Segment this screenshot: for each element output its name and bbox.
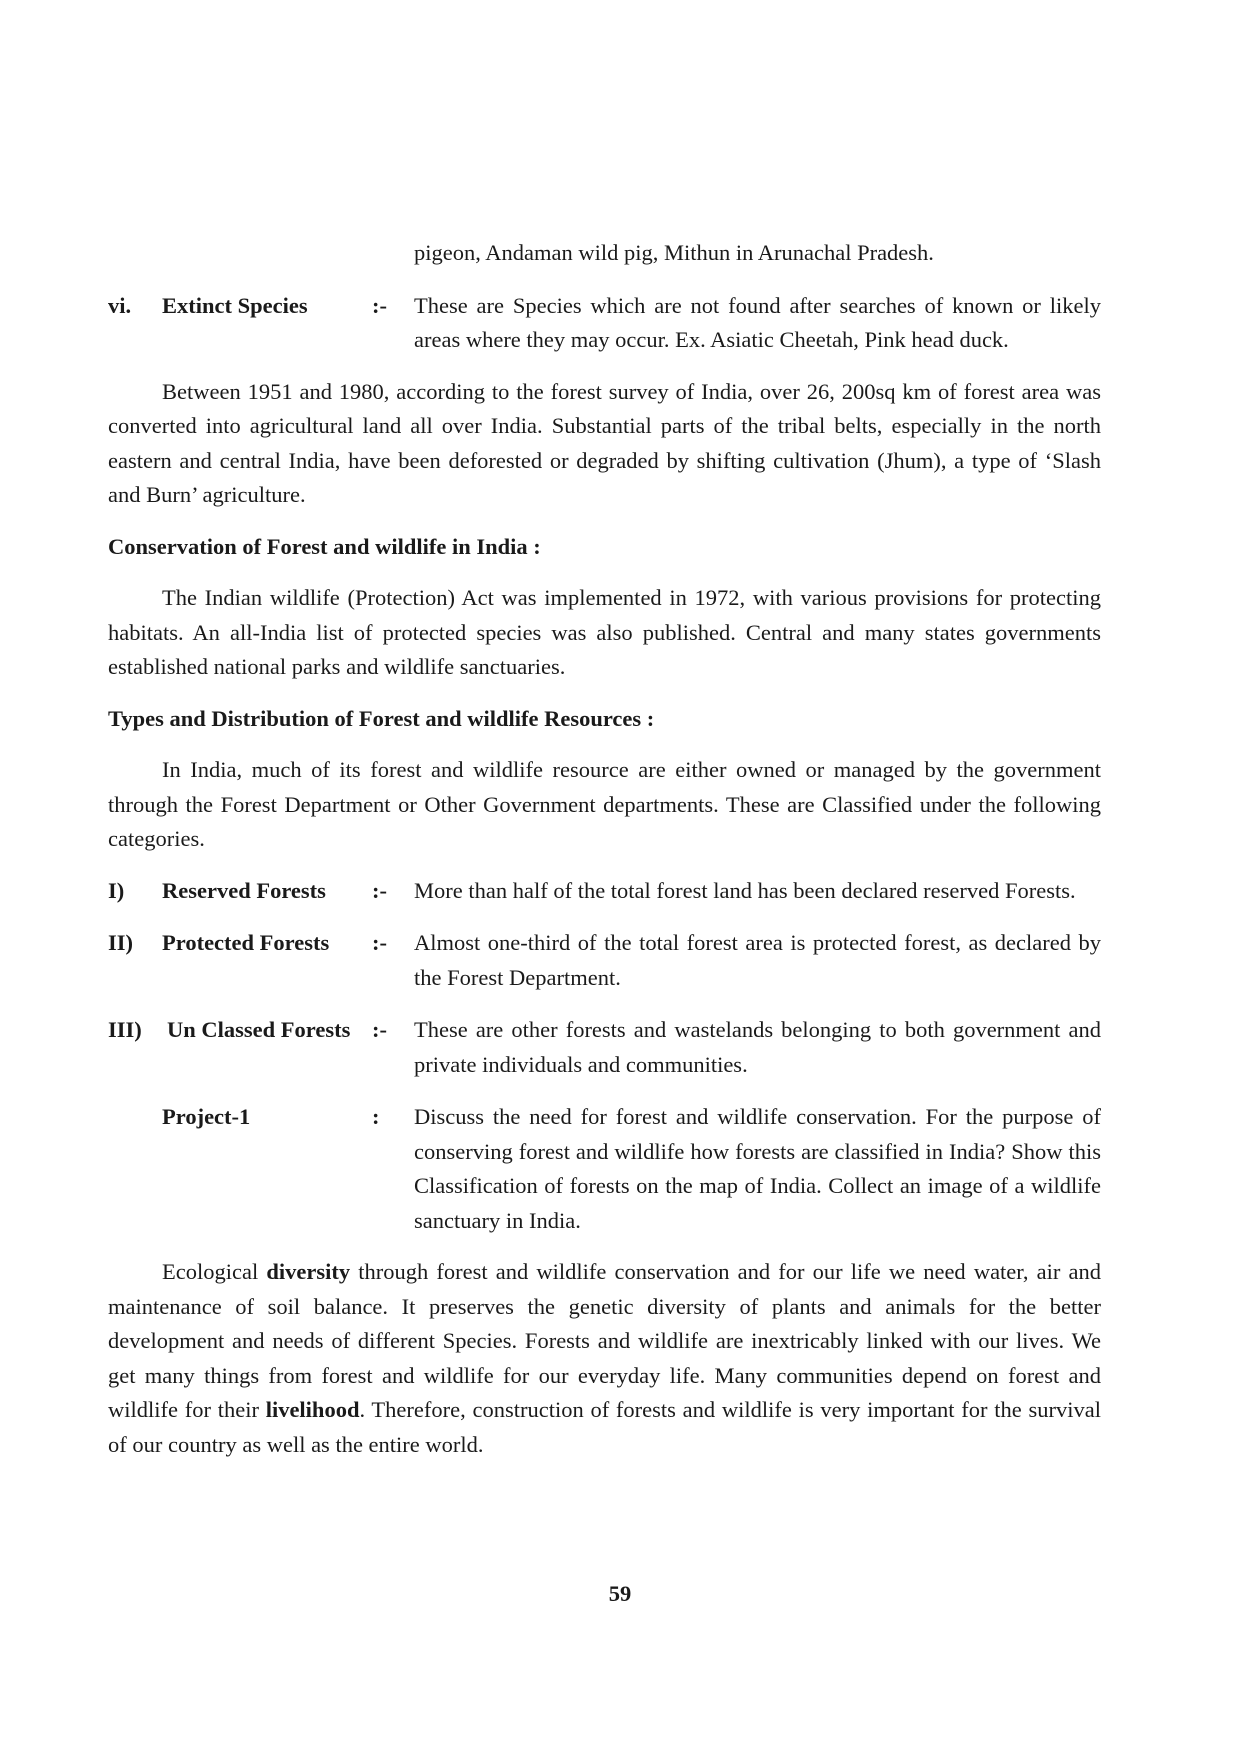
item-separator: :- — [372, 1017, 387, 1042]
item-number: I) — [108, 877, 125, 903]
item-term: Protected Forests — [162, 930, 330, 955]
bold-term-diversity: diversity — [266, 1259, 351, 1284]
item-description: Almost one-third of the total forest area is protected forest, as declared by the Forest Department. — [414, 930, 1101, 990]
text-run: . Therefore, construction of forests and wildlife is very important for the survival of our country as well as the entire world. — [108, 1397, 1101, 1457]
item-term: Reserved Forests — [162, 877, 326, 903]
paragraph-deforestation: Between 1951 and 1980, according to the forest survey of India, over 26, 200sq km of forest area was converted into agricultural land all over India. Substantial parts of the tribal belts, especially in the north eastern and central India, have been deforested or degraded by shifting cultivation (Jhum), a type of ‘Slash and Burn’ agriculture. — [108, 378, 1101, 507]
item-term: Project-1 — [162, 1104, 251, 1129]
item-term: Un Classed Forests — [167, 1017, 351, 1042]
paragraph-ecological-diversity — [108, 1255, 1101, 1462]
category-unclassed-forests — [108, 1013, 1101, 1082]
item-description: These are Species which are not found after searches of known or likely areas where they may occur. Ex. Asiatic Cheetah, Pink head duck. — [414, 292, 1101, 352]
item-separator: :- — [372, 877, 387, 903]
page-content — [108, 236, 1101, 1462]
heading-conservation: Conservation of Forest and wildlife in India : — [108, 533, 541, 559]
item-number: III) — [108, 1017, 142, 1042]
item-separator: :- — [372, 930, 387, 955]
item-number: vi. — [108, 292, 132, 318]
text-run: Ecological — [162, 1259, 267, 1284]
paragraph-wildlife-act: The Indian wildlife (Protection) Act was implemented in 1972, with various provisions for protecting habitats. An all-India list of protected species was also published. Central and many states governments established national parks and wildlife sanctuaries. — [108, 585, 1101, 679]
project-1 — [108, 1100, 1101, 1238]
text-run: through forest and wildlife conservation and for our life we need water, air and maintenance of soil balance. It preserves the genetic diversity of plants and animals for the better development and needs of different Species. Forests and wildlife are inextricably linked with our lives. We get many things from forest and wildlife for our everyday life. Many communities depend on forest and wildlife for their — [108, 1259, 1101, 1422]
continuation-text: pigeon, Andaman wild pig, Mithun in Arunachal Pradesh. — [414, 240, 934, 265]
item-term: Extinct Species — [162, 292, 308, 318]
category-protected-forests — [108, 926, 1101, 995]
paragraph-classification: In India, much of its forest and wildlife resource are either owned or managed by the government through the Forest Department or Other Government departments. These are Classified under the following categories. — [108, 757, 1101, 851]
item-description: These are other forests and wastelands belonging to both government and private individuals and communities. — [414, 1017, 1101, 1077]
page-number: 59 — [608, 1581, 632, 1606]
item-separator: :- — [372, 292, 387, 318]
item-number: II) — [108, 930, 134, 955]
bold-term-livelihood: livelihood — [265, 1397, 360, 1422]
item-description: Discuss the need for forest and wildlife conservation. For the purpose of conserving forest and wildlife how forests are classified in India? Show this Classification of forests on the map of India. Collect an image of a wildlife sanctuary in India. — [414, 1104, 1101, 1233]
item-separator: : — [372, 1104, 380, 1129]
item-description: More than half of the total forest land has been declared reserved Forests. — [414, 877, 1076, 903]
heading-types-distribution: Types and Distribution of Forest and wildlife Resources : — [108, 705, 655, 731]
category-reserved-forests — [108, 874, 1101, 909]
definition-extinct-species — [108, 289, 1101, 358]
